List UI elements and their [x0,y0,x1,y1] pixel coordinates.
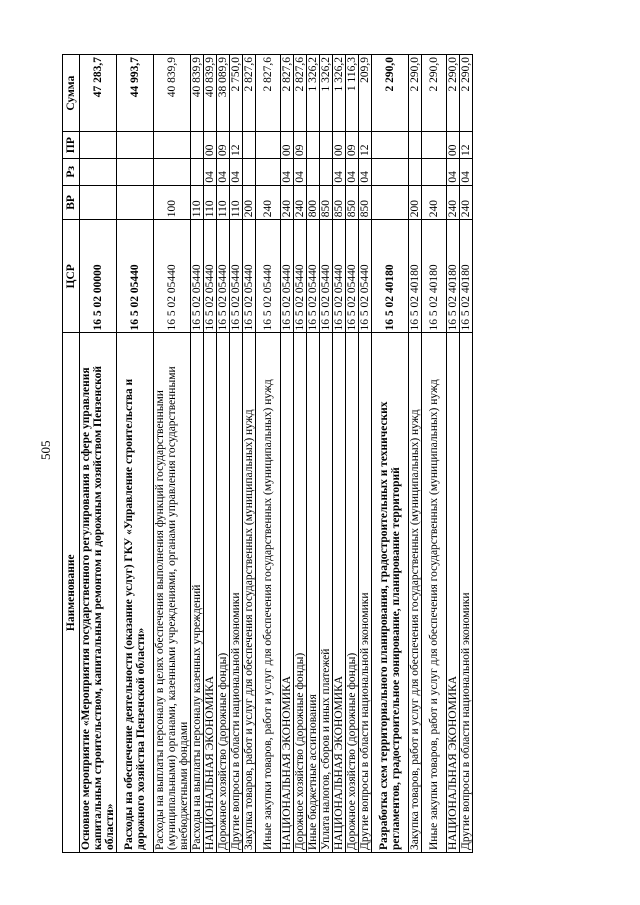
table-row [204,55,217,853]
cell-pr: 09 [346,132,359,159]
cell-csr: 16 5 02 40180 [447,220,460,333]
cell-csr: 16 5 02 05440 [230,220,243,333]
table-row [80,55,117,853]
cell-sum: 1 326,2 [320,55,333,132]
cell-vr: 850 [359,185,372,220]
table-row [281,55,294,853]
cell-vr: 850 [346,185,359,220]
cell-pr: 12 [359,132,372,159]
cell-name: Дорожное хозяйство (дорожные фонды) [346,333,359,853]
page-number: 505 [38,440,53,460]
cell-name: Дорожное хозяйство (дорожные фонды) [294,333,307,853]
cell-csr: 16 5 02 05440 [294,220,307,333]
cell-pr [320,132,333,159]
cell-sum: 40 839,9 [154,55,191,132]
cell-rz: 04 [230,158,243,185]
cell-sum: 209,9 [359,55,372,132]
cell-csr: 16 5 02 40180 [460,220,473,333]
cell-sum: 40 839,9 [204,55,217,132]
cell-csr: 16 5 02 40180 [372,220,409,333]
cell-name: Расходы на обеспечение деятельности (оказание услуг) ГКУ «Управление строительства и дорожного хозяйства Пензенской области» [117,333,154,853]
cell-rz [256,158,281,185]
cell-sum: 40 839,9 [191,55,204,132]
header-sum: Сумма [63,55,80,132]
cell-pr [191,132,204,159]
cell-sum: 2 750,0 [230,55,243,132]
cell-vr: 800 [307,185,320,220]
table-row [230,55,243,853]
cell-name: Уплата налогов, сборов и иных платежей [320,333,333,853]
cell-csr: 16 5 02 05440 [204,220,217,333]
cell-name: Другие вопросы в области национальной экономики [230,333,243,853]
table-row [409,55,422,853]
cell-sum: 2 827,6 [294,55,307,132]
cell-name: Расходы на выплаты персоналу казенных учреждений [191,333,204,853]
table-row [243,55,256,853]
cell-pr [243,132,256,159]
cell-vr [80,185,117,220]
cell-rz [154,158,191,185]
cell-pr: 09 [217,132,230,159]
cell-name: НАЦИОНАЛЬНАЯ ЭКОНОМИКА [204,333,217,853]
budget-table [62,54,473,853]
cell-sum: 2 290,0 [372,55,409,132]
cell-pr [80,132,117,159]
header-name: Наименование [63,333,80,853]
cell-pr: 00 [204,132,217,159]
cell-vr: 240 [281,185,294,220]
cell-pr: 12 [230,132,243,159]
table-row [117,55,154,853]
cell-vr: 110 [217,185,230,220]
cell-name: Иные закупки товаров, работ и услуг для обеспечения государственных (муниципальных) нужд [422,333,447,853]
cell-pr [409,132,422,159]
cell-csr: 16 5 02 05440 [191,220,204,333]
cell-vr: 240 [294,185,307,220]
cell-sum: 2 290,0 [460,55,473,132]
cell-sum: 1 326,2 [333,55,346,132]
cell-csr: 16 5 02 05440 [359,220,372,333]
cell-csr: 16 5 02 05440 [217,220,230,333]
cell-name: Другие вопросы в области национальной экономики [460,333,473,853]
cell-pr [422,132,447,159]
cell-pr: 09 [294,132,307,159]
cell-sum: 47 283,7 [80,55,117,132]
cell-rz [117,158,154,185]
table-row [460,55,473,853]
cell-pr: 00 [333,132,346,159]
cell-pr [117,132,154,159]
cell-rz: 04 [359,158,372,185]
cell-vr: 200 [409,185,422,220]
table-row [447,55,460,853]
cell-csr: 16 5 02 05440 [243,220,256,333]
cell-name: Дорожное хозяйство (дорожные фонды) [217,333,230,853]
cell-csr: 16 5 02 05440 [256,220,281,333]
cell-sum: 2 827,6 [243,55,256,132]
table-row [154,55,191,853]
cell-csr: 16 5 02 05440 [307,220,320,333]
cell-vr [117,185,154,220]
cell-pr [372,132,409,159]
cell-csr: 16 5 02 00000 [80,220,117,333]
cell-rz: 04 [346,158,359,185]
cell-name: Основное мероприятие «Мероприятия государственного регулирования в сфере управления капитальным строительством, капитальным ремонтом и дорожным хозяйством Пензенской области» [80,333,117,853]
header-pr: ПР [63,132,80,159]
cell-rz: 04 [333,158,346,185]
cell-sum: 1 326,2 [307,55,320,132]
table-row [217,55,230,853]
cell-sum: 2 827,6 [256,55,281,132]
cell-rz: 04 [294,158,307,185]
cell-pr: 12 [460,132,473,159]
table-row [256,55,281,853]
table-row [294,55,307,853]
table-header-row [63,55,80,853]
cell-vr: 100 [154,185,191,220]
cell-vr: 850 [320,185,333,220]
cell-vr: 240 [422,185,447,220]
cell-vr: 200 [243,185,256,220]
cell-pr [154,132,191,159]
cell-rz [320,158,333,185]
cell-sum: 2 290,0 [422,55,447,132]
cell-vr: 110 [204,185,217,220]
cell-pr [256,132,281,159]
cell-sum: 1 116,3 [346,55,359,132]
cell-csr: 16 5 02 05440 [320,220,333,333]
cell-vr: 240 [256,185,281,220]
cell-csr: 16 5 02 05440 [346,220,359,333]
cell-csr: 16 5 02 05440 [333,220,346,333]
cell-name: Разработка схем территориального планирования, градостроительных и технических регламентов, градостроительное зонирование, планирование территорий [372,333,409,853]
cell-vr: 110 [191,185,204,220]
cell-csr: 16 5 02 05440 [281,220,294,333]
table-row [333,55,346,853]
table-row [191,55,204,853]
cell-pr [307,132,320,159]
cell-vr: 240 [447,185,460,220]
cell-rz [409,158,422,185]
cell-name: НАЦИОНАЛЬНАЯ ЭКОНОМИКА [333,333,346,853]
table-row [422,55,447,853]
cell-rz [307,158,320,185]
cell-rz: 04 [447,158,460,185]
cell-rz [372,158,409,185]
cell-rz: 04 [281,158,294,185]
cell-csr: 16 5 02 05440 [154,220,191,333]
cell-name: НАЦИОНАЛЬНАЯ ЭКОНОМИКА [447,333,460,853]
cell-sum: 44 993,7 [117,55,154,132]
cell-name: Расходы на выплаты персоналу в целях обеспечения выполнения функций государственными (муниципальными) органами, казенными учреждениями, органами управления государственными внебюджетными фондами [154,333,191,853]
cell-csr: 16 5 02 40180 [409,220,422,333]
header-csr: ЦСР [63,220,80,333]
cell-vr: 850 [333,185,346,220]
cell-name: Другие вопросы в области национальной экономики [359,333,372,853]
cell-pr: 00 [447,132,460,159]
header-vr: ВР [63,185,80,220]
cell-sum: 2 290,0 [447,55,460,132]
cell-rz: 04 [217,158,230,185]
cell-name: Закупка товаров, работ и услуг для обеспечения государственных (муниципальных) нужд [409,333,422,853]
cell-rz [422,158,447,185]
table-row [359,55,372,853]
cell-name: Иные закупки товаров, работ и услуг для обеспечения государственных (муниципальных) нужд [256,333,281,853]
cell-rz [191,158,204,185]
cell-rz: 04 [460,158,473,185]
table-body [80,55,473,853]
cell-name: Иные бюджетные ассигнования [307,333,320,853]
cell-vr: 240 [460,185,473,220]
table-row [346,55,359,853]
table-row [372,55,409,853]
cell-rz [80,158,117,185]
cell-sum: 38 089,9 [217,55,230,132]
rotated-page [62,54,537,853]
cell-name: Закупка товаров, работ и услуг для обеспечения государственных (муниципальных) нужд [243,333,256,853]
cell-vr: 110 [230,185,243,220]
cell-pr: 00 [281,132,294,159]
cell-csr: 16 5 02 05440 [117,220,154,333]
cell-csr: 16 5 02 40180 [422,220,447,333]
table-row [307,55,320,853]
cell-rz: 04 [204,158,217,185]
table-row [320,55,333,853]
header-rz: Рз [63,158,80,185]
cell-sum: 2 827,6 [281,55,294,132]
cell-rz [243,158,256,185]
cell-vr [372,185,409,220]
cell-name: НАЦИОНАЛЬНАЯ ЭКОНОМИКА [281,333,294,853]
cell-sum: 2 290,0 [409,55,422,132]
